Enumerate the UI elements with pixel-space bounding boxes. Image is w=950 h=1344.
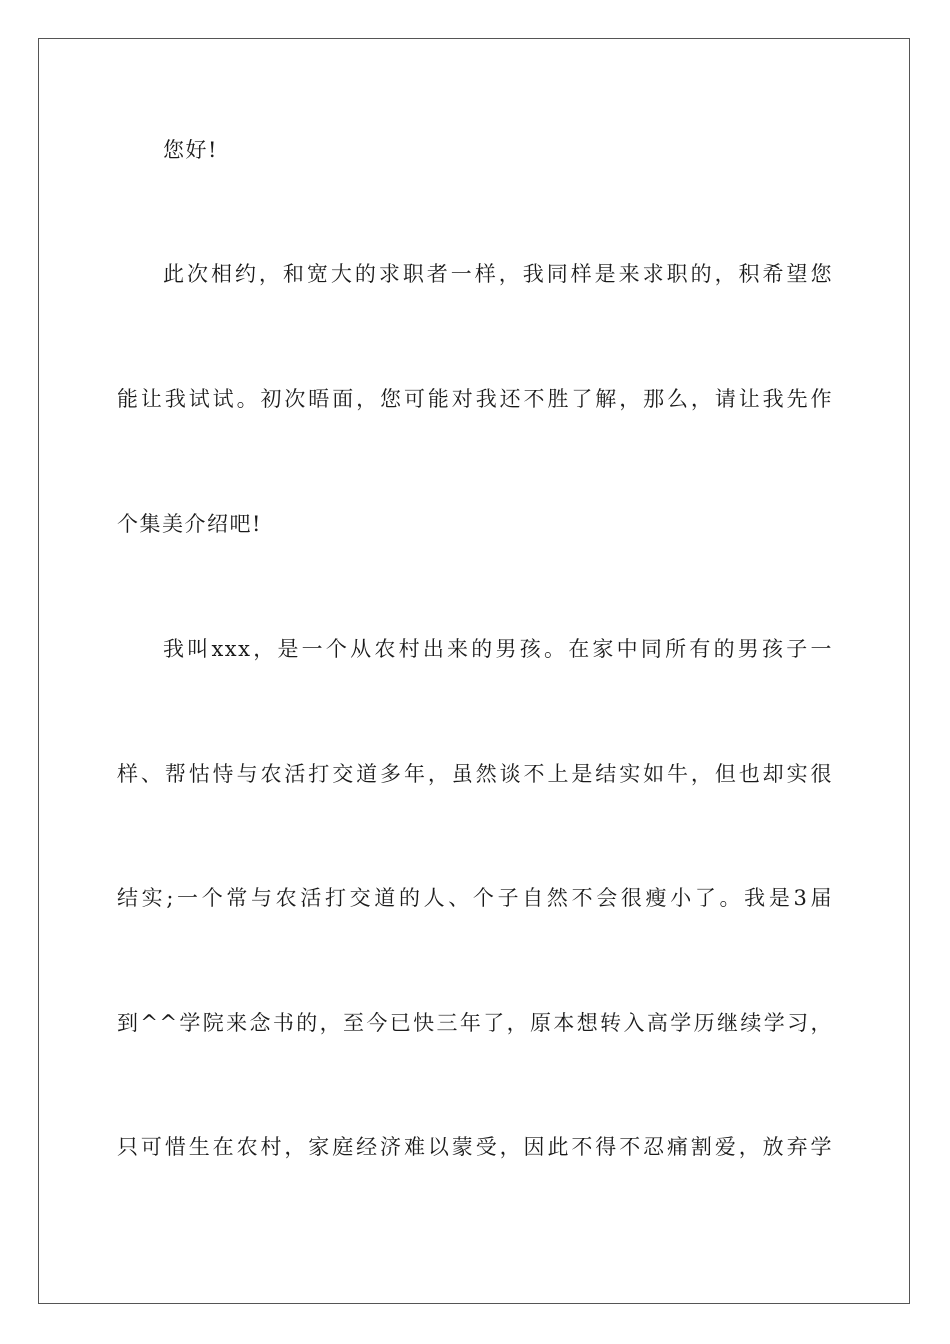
body-line-4: 我叫xxx，是一个从农村出来的男孩。在家中同所有的男孩子一: [163, 637, 833, 661]
greeting-line: 您好!: [163, 138, 218, 162]
body-line-5: 样、帮怙恃与农活打交道多年，虽然谈不上是结实如牛，但也却实很: [117, 762, 833, 786]
body-line-1: 此次相约，和宽大的求职者一样，我同样是来求职的，积希望您: [163, 262, 833, 286]
body-line-7: 到^^学院来念书的，至今已快三年了，原本想转入高学历继续学习，: [117, 1011, 833, 1035]
body-line-8: 只可惜生在农村，家庭经济难以蒙受，因此不得不忍痛割爱，放弃学: [117, 1135, 833, 1159]
body-line-3: 个集美介绍吧!: [117, 512, 262, 536]
body-line-2: 能让我试试。初次晤面，您可能对我还不胜了解，那么，请让我先作: [117, 387, 833, 411]
page-border: [38, 38, 910, 1304]
body-line-6: 结实;一个常与农活打交道的人、个子自然不会很瘦小了。我是3届: [117, 886, 833, 910]
